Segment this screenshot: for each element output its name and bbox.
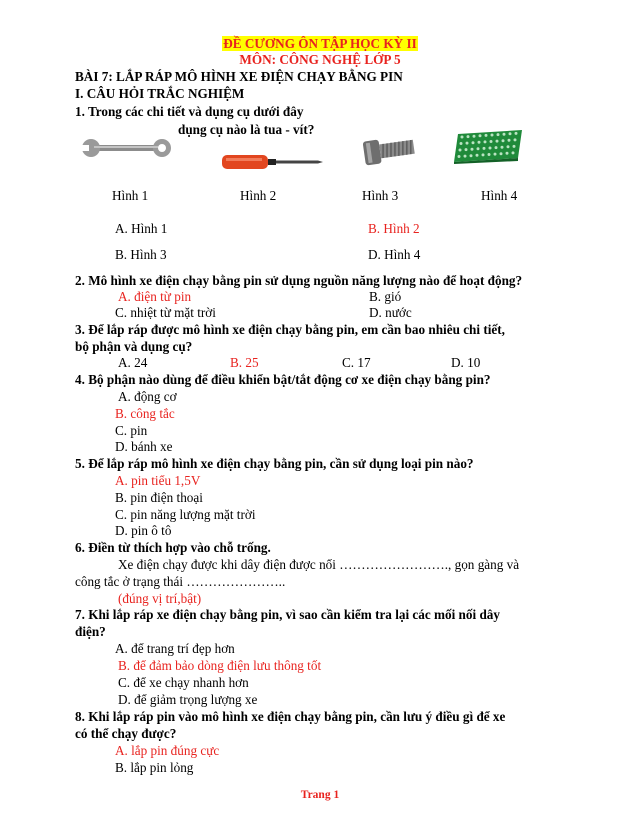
q7-option-b-answer: B. để đảm bảo dòng điện lưu thông tốt — [118, 658, 322, 673]
q2-option-d: D. nước — [369, 305, 412, 320]
q4-option-c: C. pin — [115, 423, 148, 438]
q6-text: 6. Điền từ thích hợp vào chỗ trống. — [75, 540, 271, 555]
q4-option-a: A. động cơ — [118, 389, 177, 404]
lesson-title: BÀI 7: LẮP RÁP MÔ HÌNH XE ĐIỆN CHẠY BẰNG PIN — [75, 69, 403, 84]
q7-text-line2: điện? — [75, 624, 106, 639]
q1-text-line1: 1. Trong các chi tiết và dụng cụ dưới đây — [75, 104, 304, 119]
doc-title-wrap — [0, 36, 640, 52]
q4-option-d: D. bánh xe — [115, 439, 173, 454]
wrench-icon — [80, 136, 172, 160]
q1-option-a: A. Hình 1 — [115, 221, 168, 236]
caption-hinh-2: Hình 2 — [240, 188, 277, 203]
screw-icon — [360, 132, 420, 168]
doc-title: ĐỀ CƯƠNG ÔN TẬP HỌC KỲ II — [223, 36, 417, 51]
q7-option-d: D. để giảm trọng lượng xe — [118, 692, 258, 707]
q5-option-b: B. pin điện thoại — [115, 490, 203, 505]
q8-option-a-answer: A. lắp pin đúng cực — [115, 743, 220, 758]
q2-option-c: C. nhiệt từ mặt trời — [115, 305, 216, 320]
q8-text-line1: 8. Khi lắp ráp pin vào mô hình xe điện chạy bằng pin, cần lưu ý điều gì để xe — [75, 709, 506, 724]
q5-option-d: D. pin ô tô — [115, 523, 172, 538]
perforated-plate-icon — [452, 128, 524, 164]
q1-text-line2: dụng cụ nào là tua - vít? — [178, 122, 315, 137]
q8-text-line2: có thể chạy được? — [75, 726, 177, 741]
q1-option-c: B. Hình 3 — [115, 247, 167, 262]
q3-option-c: C. 17 — [342, 355, 371, 370]
q3-option-a: A. 24 — [118, 355, 148, 370]
q3-text-line1: 3. Để lắp ráp được mô hình xe điện chạy bằng pin, em cần bao nhiêu chi tiết, — [75, 322, 505, 337]
q3-text-line2: bộ phận và dụng cụ? — [75, 339, 193, 354]
page-label: Trang — [300, 789, 331, 801]
page-footer — [0, 787, 640, 803]
q1-option-b-answer: B. Hình 2 — [368, 221, 420, 236]
q2-option-b: B. gió — [369, 289, 402, 304]
caption-hinh-4: Hình 4 — [481, 188, 518, 203]
q7-option-c: C. để xe chạy nhanh hơn — [118, 675, 249, 690]
screwdriver-icon — [222, 150, 324, 174]
q7-text-line1: 7. Khi lắp ráp xe điện chạy bằng pin, vì sao cần kiểm tra lại các mối nối dây — [75, 607, 500, 622]
q7-option-a: A. để trang trí đẹp hơn — [115, 641, 235, 656]
q3-option-b-answer: B. 25 — [230, 355, 259, 370]
q6-fill-line1: Xe điện chạy được khi dây điện được nối ……………………., gọn gàng và — [118, 557, 520, 572]
q2-text: 2. Mô hình xe điện chạy bằng pin sử dụng nguồn năng lượng nào để hoạt động? — [75, 273, 523, 288]
q4-text: 4. Bộ phận nào dùng để điều khiển bật/tắt động cơ xe điện chạy bằng pin? — [75, 372, 491, 387]
q6-fill-line2: công tắc ở trạng thái ………………….. — [75, 574, 286, 589]
section-title: I. CÂU HỎI TRẮC NGHIỆM — [75, 86, 245, 101]
q3-option-d: D. 10 — [451, 355, 481, 370]
q5-option-a-answer: A. pin tiểu 1,5V — [115, 473, 201, 488]
q5-text: 5. Để lắp ráp mô hình xe điện chạy bằng pin, cần sử dụng loại pin nào? — [75, 456, 474, 471]
caption-hinh-1: Hình 1 — [112, 188, 149, 203]
q6-answer: (đúng vị trí,bật) — [118, 591, 202, 606]
q1-option-d: D. Hình 4 — [368, 247, 421, 262]
q8-option-b: B. lắp pin lỏng — [115, 760, 194, 775]
q5-option-c: C. pin năng lượng mặt trời — [115, 507, 256, 522]
q4-option-b-answer: B. công tắc — [115, 406, 175, 421]
q2-option-a-answer: A. điện từ pin — [118, 289, 192, 304]
doc-subject: MÔN: CÔNG NGHỆ LỚP 5 — [239, 52, 401, 67]
page-number: 1 — [333, 789, 340, 801]
caption-hinh-3: Hình 3 — [362, 188, 399, 203]
